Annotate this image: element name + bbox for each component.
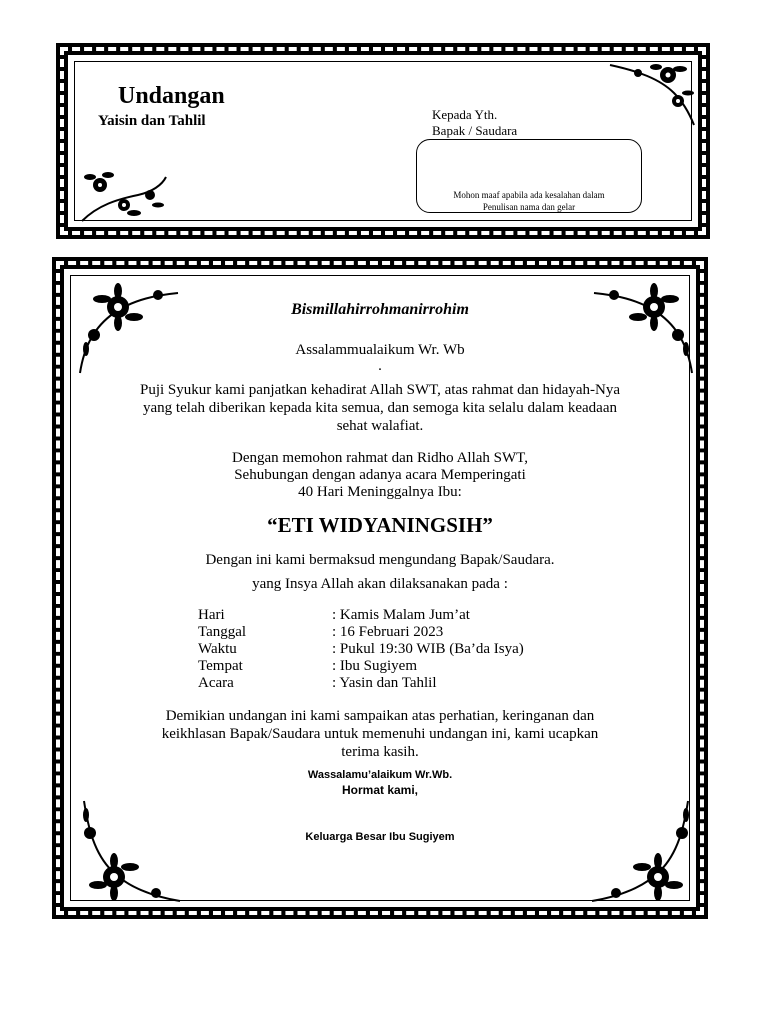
detail-value-day: : Kamis Malam Jum’at (332, 607, 470, 623)
closing-paragraph-line-1: Demikian undangan ini kami sampaikan atas perhatian, keringanan dan (165, 708, 595, 724)
envelope-title: Undangan (118, 83, 225, 109)
greeting-dot: . (378, 358, 382, 374)
bismillah-heading: Bismillahirrohmanirrohim (291, 301, 469, 318)
detail-label-time: Waktu (198, 641, 237, 657)
address-box (416, 139, 642, 213)
detail-label-date: Tanggal (198, 624, 247, 640)
recipient-line-2: Bapak / Saudara (432, 123, 518, 138)
wassalam-closing: Wassalamu’alaikum Wr.Wb. (307, 769, 453, 781)
detail-label-place: Tempat (198, 658, 243, 674)
opening-paragraph-line-1: Puji Syukur kami panjatkan kehadirat Allah SWT, atas rahmat dan hidayah-Nya (139, 382, 620, 398)
opening-paragraph-line-2: yang telah diberikan kepada kita semua, dan semoga kita selalu dalam keadaan (143, 400, 617, 416)
invitation-line: Dengan ini kami bermaksud mengundang Bapak/Saudara. (205, 552, 555, 568)
closing-paragraph-line-2: keikhlasan Bapak/Saudara untuk memenuhi undangan ini, kami ucapkan (161, 726, 599, 742)
floral-ornament-icon (588, 797, 698, 907)
detail-label-event: Acara (198, 675, 234, 691)
envelope-subtitle: Yaisin dan Tahlil (98, 113, 206, 129)
floral-ornament-icon (74, 797, 184, 907)
envelope-card (56, 43, 710, 239)
deceased-name: “ETI WIDYANINGSIH” (267, 513, 493, 537)
floral-ornament-icon (78, 155, 170, 225)
signature-family: Keluarga Besar Ibu Sugiyem (305, 831, 455, 843)
detail-value-event: : Yasin dan Tahlil (332, 675, 437, 691)
salam-greeting: Assalammualaikum Wr. Wb (295, 342, 465, 358)
apology-note-line-1: Mohon maaf apabila ada kesalahan dalam (453, 190, 605, 200)
purpose-line-2: Sehubungan dengan adanya acara Memperingati (234, 467, 526, 483)
opening-paragraph-line-3: sehat walafiat. (336, 418, 424, 434)
floral-ornament-icon (608, 59, 698, 129)
detail-value-place: : Ibu Sugiyem (332, 658, 417, 674)
invitation-letter (52, 257, 708, 919)
hormat-kami: Hormat kami, (341, 783, 419, 797)
purpose-line-1: Dengan memohon rahmat dan Ridho Allah SWT, (232, 450, 528, 466)
detail-value-date: : 16 Februari 2023 (332, 624, 444, 640)
detail-label-day: Hari (198, 607, 225, 623)
apology-note-line-2: Penulisan nama dan gelar (482, 202, 576, 212)
recipient-line-1: Kepada Yth. (432, 107, 498, 122)
closing-paragraph-line-3: terima kasih. (341, 744, 419, 760)
purpose-line-3: 40 Hari Meninggalnya Ibu: (298, 484, 462, 500)
schedule-intro-line: yang Insya Allah akan dilaksanakan pada : (252, 576, 508, 592)
detail-value-time: : Pukul 19:30 WIB (Ba’da Isya) (332, 641, 524, 657)
